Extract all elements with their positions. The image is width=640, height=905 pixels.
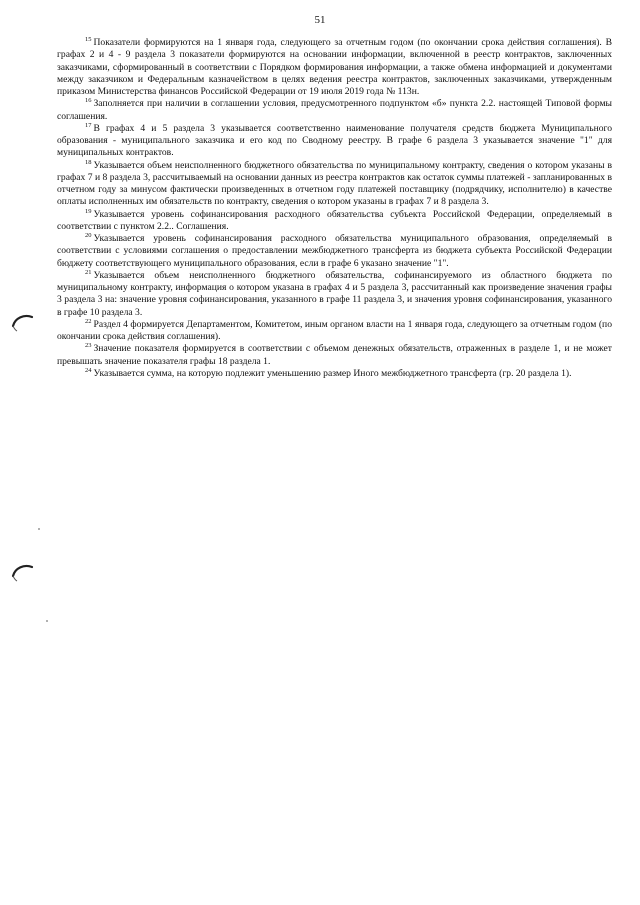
footnote-text: Указывается сумма, на которую подлежит уменьшению размер Иного межбюджетного трансферта (гр. 20 раздела 1).: [93, 367, 572, 379]
footnote-marker: 24: [85, 366, 92, 374]
punch-hole-mark-icon: [10, 310, 36, 336]
footnote-marker: 20: [85, 232, 92, 239]
footnote-16: [57, 98, 612, 123]
footnote-marker: 16: [85, 97, 92, 105]
footnote-19: [57, 209, 612, 234]
footnote-marker: 23: [85, 342, 92, 350]
footnote-marker: 17: [85, 121, 92, 129]
scan-speck: [46, 620, 48, 622]
footnote-marker: 22: [85, 317, 92, 325]
footnote-text: Указывается уровень софинансирования расходного обязательства муниципального образования, определяемый в соответствии с условиями соглашения о предоставлении межбюджетного трансферта из бюджета субъекта Российской Федерации бюджету соответствующего муниципального образования, если в графе 6 указано значение "1".: [57, 233, 612, 269]
footnote-marker: 15: [85, 36, 92, 43]
footnote-text: Значение показателя формируется в соответствии с объемом денежных обязательств, отраженных в разделе 1, и не может превышать значение показателя графы 18 раздела 1.: [57, 343, 612, 367]
footnote-marker: 19: [85, 207, 92, 215]
footnote-23: [57, 343, 612, 368]
footnote-18: [57, 160, 612, 209]
scan-speck: [38, 528, 40, 530]
footnote-15: [57, 37, 612, 98]
footnote-marker: 21: [85, 268, 92, 276]
footnote-24: [57, 368, 612, 380]
footnote-21: [57, 270, 612, 319]
footnote-text: Раздел 4 формируется Департаментом, Комитетом, иным органом власти на 1 января года, следующего за отчетным годом (по окончании срока действия соглашения).: [57, 318, 612, 342]
footnote-22: [57, 319, 612, 344]
footnote-17: [57, 123, 612, 160]
footnote-text: Указывается уровень софинансирования расходного обязательства субъекта Российской Федерации, определяемый в соответствии с пунктом 2.2.. Соглашения.: [57, 208, 612, 232]
page-number: 51: [314, 14, 326, 26]
footnotes-block: [57, 37, 612, 380]
punch-hole-mark-icon: [10, 560, 36, 586]
footnote-text: Указывается объем неисполненного бюджетного обязательства по муниципальному контракту, сведения о котором указаны в графах 7 и 8 раздела 3, рассчитываемый на основании данных из реестра контрактов как остаток суммы платежей - запланированных в отчетном году за минусом фактически произведенных в отчетном году платежей поставщику (подрядчику, исполнителю) в качестве оплаты исполненных им обязательств по контракту, сведения о котором указаны в графах 7 и 8 раздела 3.: [57, 159, 612, 208]
footnote-text: Указывается объем неисполненного бюджетного обязательства, софинансируемого из областного бюджета по муниципальному контракту, информация о котором указана в графах 4 и 5 раздела 3, рассчитанный как произведение значения графы 3 раздела 3 на: значение уровня софинансирования, указанного в графе 11 раздела 3, и значения уровня софинансирования, указанного в графе 10 раздела 3.: [57, 269, 612, 318]
footnote-text: В графах 4 и 5 раздела 3 указывается соответственно наименование получателя средств бюджета Муниципального образования - муниципального заказчика и его код по Сводному реестру. В графе 6 раздела 3 указывается значение "1" для муниципальных контрактов.: [57, 122, 612, 159]
footnote-marker: 18: [85, 158, 92, 166]
footnote-text: Показатели формируются на 1 января года, следующего за отчетным годом (по окончании срока действия соглашения). В графах 2 и 4 - 9 раздела 3 показатели формируются на основании информации, включенной в реестр контрактов, заключенных заказчиками, сформированный в соответствии с Порядком формирования информации, а также обмена информацией и документами между заказчиком и Федеральным казначейством в целях ведения реестра контрактов, заключенных заказчиками, утвержденным приказом Министерства финансов Российской Федерации от 19 июля 2019 года № 113н.: [57, 37, 612, 97]
footnote-20: [57, 233, 612, 270]
footnote-text: Заполняется при наличии в соглашении условия, предусмотренного подпунктом «б» пункта 2.2. настоящей Типовой формы соглашения.: [57, 98, 612, 122]
